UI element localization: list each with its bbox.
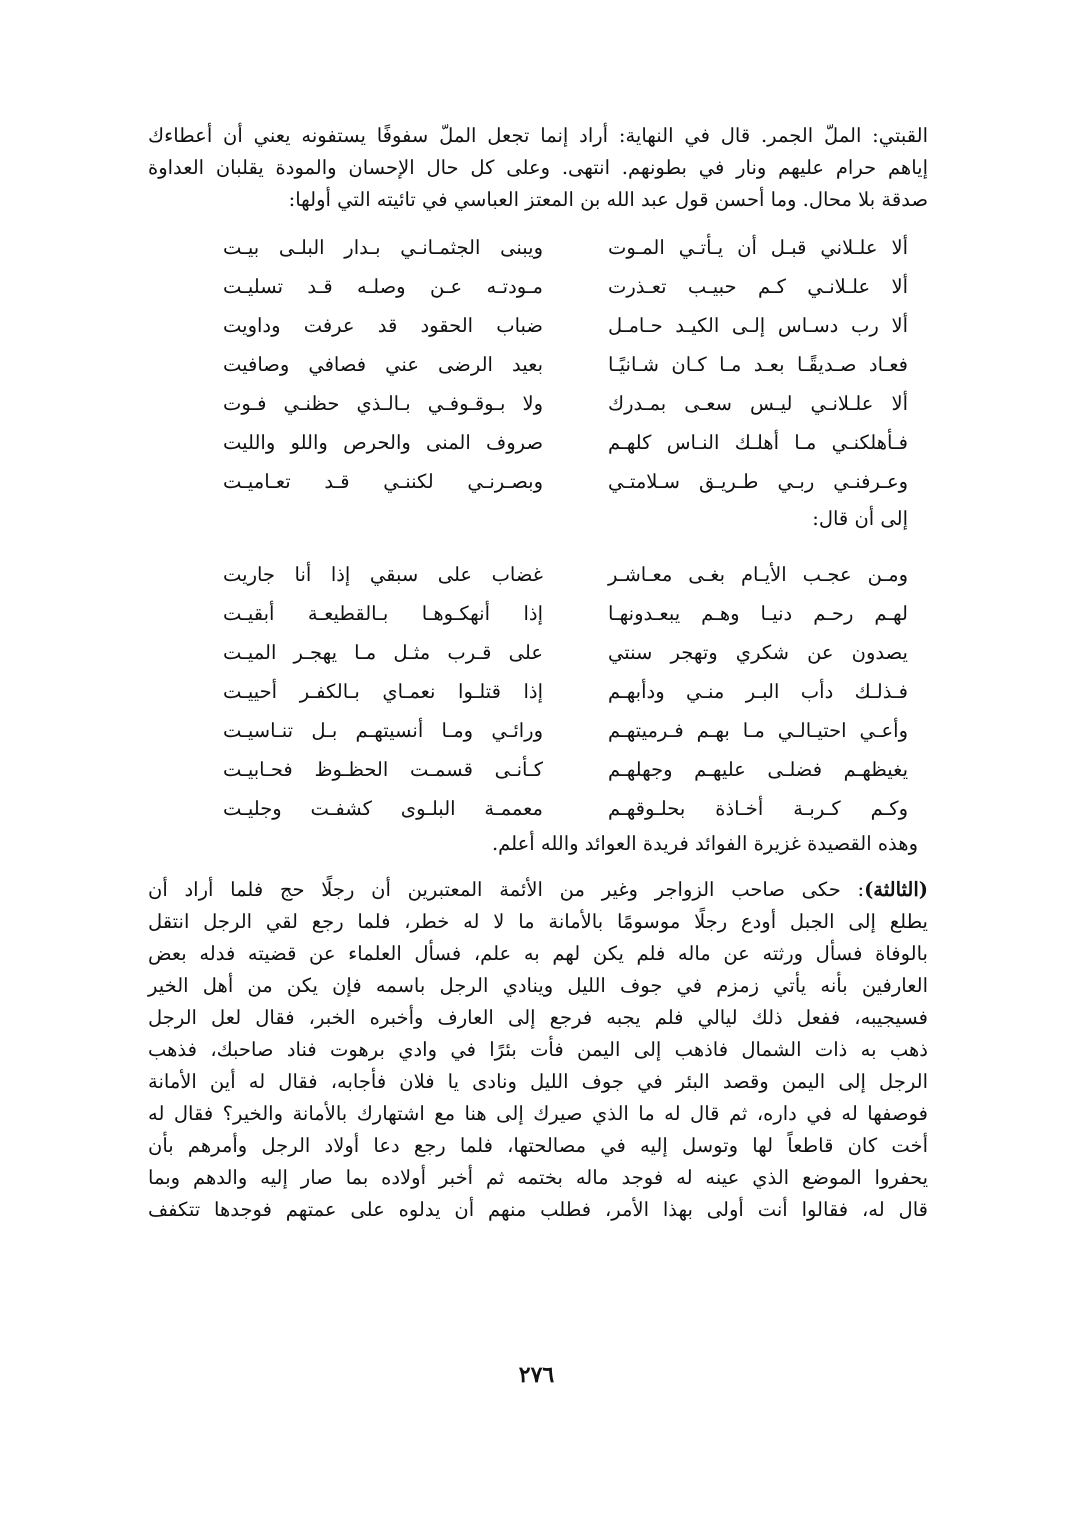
verse-first-hemistich: وأعـي احتيـالـي مـا بهـم فـرميتهـم: [608, 719, 908, 742]
intro-line: إياهم حرام عليهم ونار في بطونهم. انتهى. وعلى كل حال الإحسان والمودة يقلبان العداوة: [148, 156, 928, 179]
verse: [148, 555, 928, 594]
section-line: فسيجيبه، ففعل ذلك ليالي فلم يجبه فرجع إلى العارف وأخبره الخبر، فقال لعل الرجل: [148, 1006, 928, 1029]
verse: [148, 750, 928, 789]
verse: [148, 672, 928, 711]
section-line: العارفين بأنه يأتي زمزم في جوف الليل وينادي الرجل باسمه فإن يكن من أهل الخير: [148, 974, 928, 997]
verse: [148, 789, 928, 828]
verse-second-hemistich: إذا قتلـوا نعمـاي بـالكفـر أحييـت: [223, 680, 543, 703]
verse-first-hemistich: ومـن عجـب الأيـام بغـى معـاشـر: [608, 563, 908, 586]
verse-first-hemistich: ألا رب دسـاس إلـى الكيـد حـامـل: [608, 314, 908, 337]
verse-first-hemistich: وكـم كـربـة أخـاذة بحلـوقهـم: [608, 797, 908, 820]
verse-second-hemistich: إذا أنهكـوهـا بـالقطيعـة أبقيـت: [223, 602, 543, 625]
section-line: أخت كان قاطعاً لها وتوسل إليه في مصالحتها، فلما رجع دعا أولاد الرجل وأمرهم بأن: [148, 1134, 928, 1157]
verse: [148, 462, 928, 501]
verse: [148, 423, 928, 462]
verse-second-hemistich: على قـرب مثـل مـا يهجـر الميـت: [223, 641, 543, 664]
section-line-text: : حكى صاحب الزواجر وغير من الأئمة المعتبرين أن رجلًا حج فلما أراد أن: [148, 878, 865, 901]
verse: [148, 384, 928, 423]
verse-second-hemistich: معممـة البلـوى كشفـت وجليـت: [223, 797, 543, 820]
verse-second-hemistich: ضباب الحقود قد عرفت وداويت: [223, 314, 543, 337]
verse-first-hemistich: ألا علـلانـي كـم حبيـب تعـذرت: [608, 275, 908, 298]
closing-line: وهذه القصيدة غزيرة الفوائد فريدة العوائد والله أعلم.: [491, 832, 918, 855]
intro-paragraph: [148, 120, 928, 216]
verse-second-hemistich: مـودتـه عـن وصلـه قـد تسليـت: [223, 275, 543, 298]
poem-first: [148, 228, 928, 501]
section-line: يطلع إلى الجبل أودع رجلًا موسومًا بالأمانة ما لا له خطر، فلما رجع لقي الرجل انتقل: [148, 910, 928, 933]
verse-second-hemistich: صروف المنى والحرص واللو والليت: [223, 431, 543, 454]
verse: [148, 711, 928, 750]
poem-second: [148, 555, 928, 828]
verse-first-hemistich: فعـاد صـديقًـا بعـد مـا كـان شـانيًـا: [608, 353, 908, 376]
transition-text: إلى أن قال:: [812, 507, 908, 530]
section-third-paragraph: [148, 874, 928, 1226]
verse-first-hemistich: فـذلـك دأب البـر منـي ودأبهـم: [608, 680, 908, 703]
verse-first-hemistich: لهـم رحـم دنيـا وهـم يبعـدونهـا: [608, 602, 908, 625]
section-label: (الثالثة): [864, 878, 928, 901]
verse-second-hemistich: ولا بـوقـوفـي بـالـذي حظنـي فـوت: [223, 392, 543, 415]
page-body: [148, 120, 928, 1226]
section-line: الرجل إلى اليمن وقصد البئر في جوف الليل ونادى يا فلان فأجابه، فقال له أين الأمانة: [148, 1070, 928, 1093]
section-line: يحفروا الموضع الذي عينه له فوجد ماله بختمه ثم أخبر أولاده بما صار إليه والدهم وبما: [148, 1166, 928, 1189]
verse: [148, 306, 928, 345]
section-line: فوصفها له في داره، ثم قال له ما الذي صيرك إلى هنا مع اشتهارك بالأمانة والخير؟ فقال له: [148, 1102, 928, 1125]
verse-first-hemistich: وعـرفنـي ربـي طـريـق سـلامتـي: [608, 470, 908, 493]
intro-line: صدقة بلا محال. وما أحسن قول عبد الله بن المعتز العباسي في تائيته التي أولها:: [288, 188, 928, 211]
verse: [148, 633, 928, 672]
section-line: ذهب به ذات الشمال فاذهب إلى اليمن فأت بئرًا في وادي برهوت فناد صاحبك، فذهب: [148, 1038, 928, 1061]
section-line: قال له، فقالوا أنت أولى بهذا الأمر، فطلب منهم أن يدلوه على عمتهم فوجدها تتكفف: [148, 1198, 928, 1221]
verse-second-hemistich: كـأنـى قسمـت الحظـوظ فحـابيـت: [223, 758, 543, 781]
verse: [148, 594, 928, 633]
verse-second-hemistich: ورائـي ومـا أنسيتهـم بـل تنـاسيـت: [223, 719, 543, 742]
verse-first-hemistich: ألا علـلانـي ليـس سعـى بمـدرك: [608, 392, 908, 415]
verse-second-hemistich: غضاب على سبقي إذا أنا جاريت: [223, 563, 543, 586]
intro-line: القبتي: الملّ الجمر. قال في النهاية: أراد إنما تجعل الملّ سفوفًا يستفونه يعني أن أعطاءك: [148, 124, 928, 147]
verse: [148, 267, 928, 306]
verse-second-hemistich: ويبنى الجثمـانـي بـدار البلـى بيـت: [223, 236, 543, 259]
verse: [148, 345, 928, 384]
page-number: ٢٧٦: [518, 1362, 555, 1388]
section-line: [148, 874, 928, 906]
verse: [148, 228, 928, 267]
verse-second-hemistich: بعيد الرضى عني فصافي وصافيت: [223, 353, 543, 376]
section-line: بالوفاة فسأل ورثته عن ماله فلم يكن لهم به علم، فسأل العلماء عن قضيته فدله بعض: [148, 942, 928, 965]
verse-first-hemistich: ألا علـلاني قبـل أن يـأتـي المـوت: [608, 236, 908, 259]
verse-first-hemistich: يصدون عن شكري وتهجر سنتي: [608, 641, 908, 664]
verse-first-hemistich: فـأهلكنـي مـا أهلـك النـاس كلهـم: [608, 431, 908, 454]
verse-second-hemistich: وبصـرنـي لكننـي قـد تعـاميـت: [223, 470, 543, 493]
verse-first-hemistich: يغيظهـم فضلـى عليهـم وجهلهـم: [608, 758, 908, 781]
